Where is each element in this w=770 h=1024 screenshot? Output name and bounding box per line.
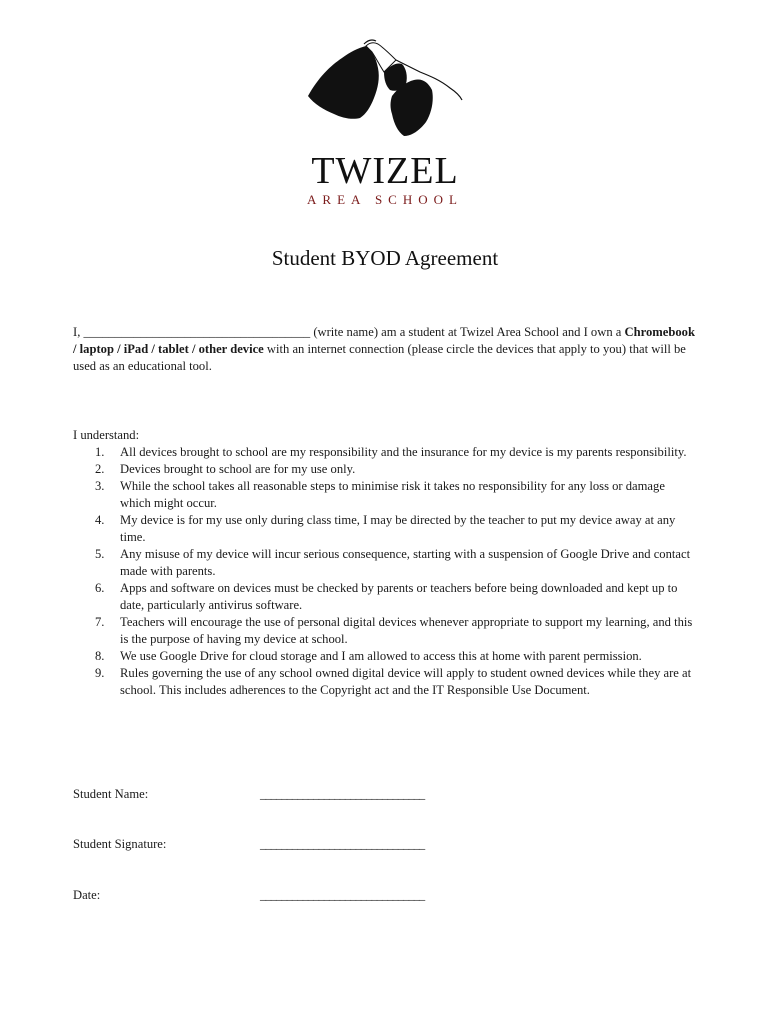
intro-paragraph (73, 324, 698, 375)
rule-number: 1. (95, 445, 105, 459)
mountain-peaks-icon (300, 38, 465, 143)
rule-item (73, 512, 698, 546)
rule-item (73, 648, 698, 665)
rule-number: 7. (95, 615, 105, 629)
rule-item (73, 546, 698, 580)
rule-text: My device is for my use only during class time, I may be directed by the teacher to put my device away at any time. (120, 513, 676, 544)
student-name-field (73, 784, 698, 804)
rule-text: All devices brought to school are my responsibility and the insurance for my device is my parents responsibility. (120, 445, 687, 459)
intro-text-start: I, ____________________________________ (write name) am a student at Twizel Area School and I own a (73, 325, 625, 339)
date-line[interactable]: _______________________________ (260, 888, 425, 902)
rule-number: 4. (95, 513, 105, 527)
student-signature-field (73, 834, 698, 854)
rule-text: Rules governing the use of any school owned digital device will apply to student owned devices while they are at school. This includes adherences to the Copyright act and the IT Responsible Use Document. (120, 666, 692, 697)
rule-item (73, 580, 698, 614)
school-logo (0, 0, 770, 215)
school-name: TWIZEL (311, 150, 459, 192)
intro-text-end: with an internet connection (please circle the devices that apply to you) that will be used as an educational tool. (73, 342, 686, 373)
rule-text: While the school takes all reasonable steps to minimise risk it takes no responsibility for any loss or damage which might occur. (120, 479, 665, 510)
student-signature-line[interactable]: _______________________________ (260, 837, 425, 851)
rule-number: 2. (95, 462, 105, 476)
rule-item (73, 614, 698, 648)
student-signature-label: Student Signature: (73, 837, 167, 851)
understand-heading: I understand: (73, 428, 140, 442)
rule-item (73, 478, 698, 512)
rule-number: 8. (95, 649, 105, 663)
student-name-line[interactable]: _______________________________ (260, 787, 425, 801)
rule-number: 6. (95, 581, 105, 595)
rule-number: 5. (95, 547, 105, 561)
rule-text: We use Google Drive for cloud storage and I am allowed to access this at home with parent permission. (120, 649, 642, 663)
rule-item (73, 665, 698, 699)
rule-number: 3. (95, 479, 105, 493)
rule-item (73, 444, 698, 461)
rule-text: Devices brought to school are for my use only. (120, 462, 356, 476)
device-options: Chromebook / laptop / iPad / tablet / other device (73, 325, 695, 356)
date-field (73, 885, 698, 905)
student-name-label: Student Name: (73, 787, 149, 801)
rule-text: Teachers will encourage the use of personal digital devices whenever appropriate to support my learning, and this is the purpose of having my device at school. (120, 615, 693, 646)
school-subtitle: AREA SCHOOL (307, 192, 463, 207)
page-title: Student BYOD Agreement (271, 246, 499, 270)
rule-number: 9. (95, 666, 105, 680)
rule-text: Apps and software on devices must be checked by parents or teachers before being downloaded and kept up to date, particularly antivirus software. (120, 581, 678, 612)
date-label: Date: (73, 888, 101, 902)
rules-list (73, 444, 698, 699)
rule-item (73, 461, 698, 478)
rule-text: Any misuse of my device will incur serious consequence, starting with a suspension of Google Drive and contact made with parents. (120, 547, 691, 578)
